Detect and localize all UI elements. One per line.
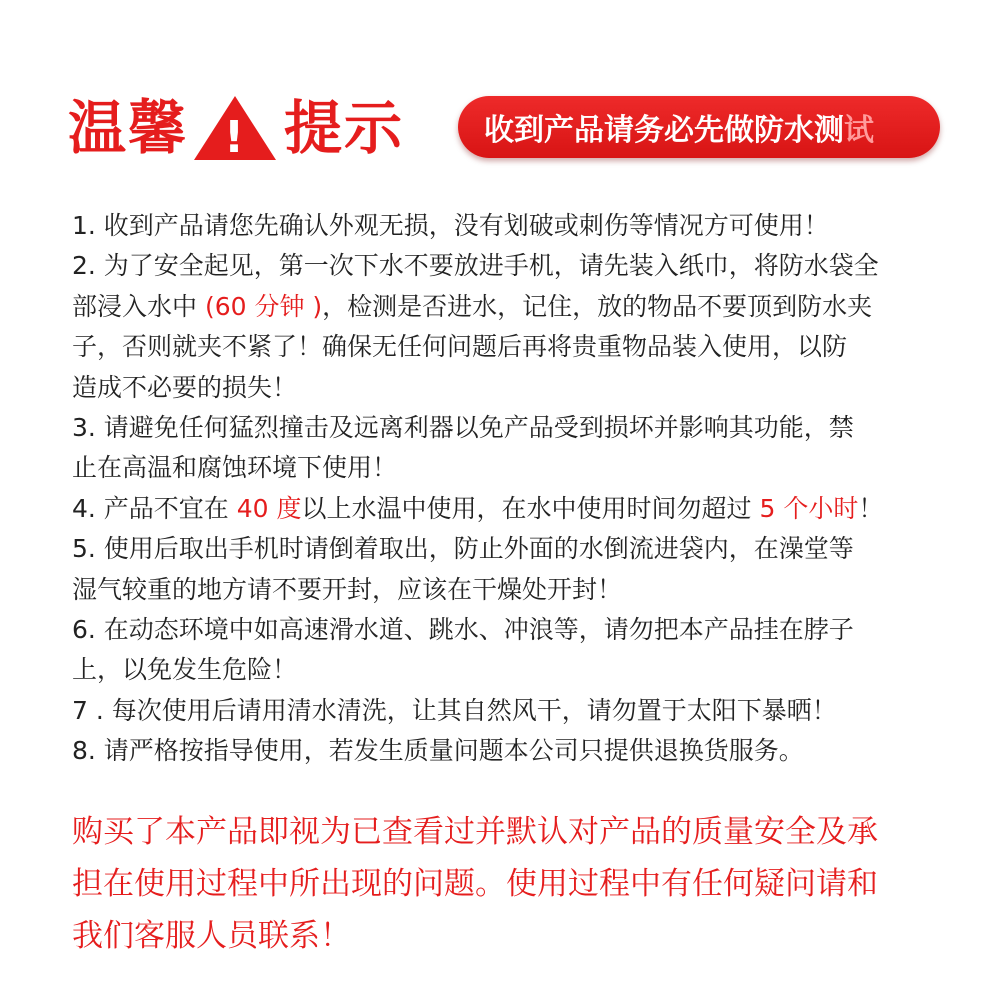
note-line: 1. 收到产品请您先确认外观无损，没有划破或刺伤等情况方可使用！ — [72, 211, 829, 240]
title-part2: 提示 — [284, 94, 405, 162]
note-line: 造成不必要的损失！ — [72, 372, 298, 402]
warning-mark: ! — [223, 112, 247, 162]
highlight-hours: 5 个小时 — [759, 493, 859, 523]
disclaimer-line: 我们客服人员联系！ — [72, 918, 351, 954]
waterproof-test-banner — [458, 96, 940, 158]
note-line: 2. 为了安全起见，第一次下水不要放进手机，请先装入纸巾，将防水袋全 — [72, 251, 879, 281]
banner-text: 收到产品请务必先做防水测 — [484, 113, 844, 148]
disclaimer-line: 购买了本产品即视为已查看过并默认对产品的质量安全及承 — [72, 814, 878, 850]
note-line — [72, 489, 942, 529]
note-line: 6. 在动态环境中如高速滑水道、跳水、冲浪等，请勿把本产品挂在脖子 — [72, 614, 854, 644]
note-line: 3. 请避免任何猛烈撞击及远离利器以免产品受到损坏并影响其功能，禁 — [72, 412, 854, 442]
note-line — [72, 287, 942, 327]
note-line: 7 . 每次使用后请用清水清洗，让其自然风干，请勿置于太阳下暴晒！ — [72, 695, 837, 725]
disclaimer — [72, 806, 942, 962]
title-part1: 温馨 — [68, 94, 189, 162]
banner-cut-char: 试 — [844, 113, 874, 148]
note-line: 止在高温和腐蚀环境下使用！ — [72, 453, 398, 483]
notes-list — [72, 206, 942, 771]
highlight-temperature: 40 度 — [236, 493, 302, 523]
note-line: 8. 请严格按指导使用，若发生质量问题本公司只提供退换货服务。 — [72, 736, 804, 766]
warning-icon — [192, 94, 278, 162]
note-text: ！ — [858, 493, 884, 523]
note-text: 4. 产品不宜在 — [72, 493, 237, 523]
note-line: 5. 使用后取出手机时请倒着取出，防止外面的水倒流进袋内，在澡堂等 — [72, 534, 854, 564]
header — [68, 88, 938, 168]
note-line: 子，否则就夹不紧了！确保无任何问题后再将贵重物品装入使用，以防 — [72, 332, 848, 362]
disclaimer-line: 担在使用过程中所出现的问题。使用过程中有任何疑问请和 — [72, 866, 878, 902]
highlight-duration: (60 分钟 ) — [204, 291, 323, 321]
note-text: 以上水温中使用，在水中使用时间勿超过 — [301, 493, 760, 523]
page-title — [68, 88, 404, 168]
note-text: ，检测是否进水，记住，放的物品不要顶到防水夹 — [322, 291, 873, 321]
note-line: 上，以免发生危险！ — [72, 655, 298, 685]
note-text: 部浸入水中 — [72, 291, 205, 321]
note-line: 湿气较重的地方请不要开封，应该在干燥处开封！ — [72, 574, 623, 604]
